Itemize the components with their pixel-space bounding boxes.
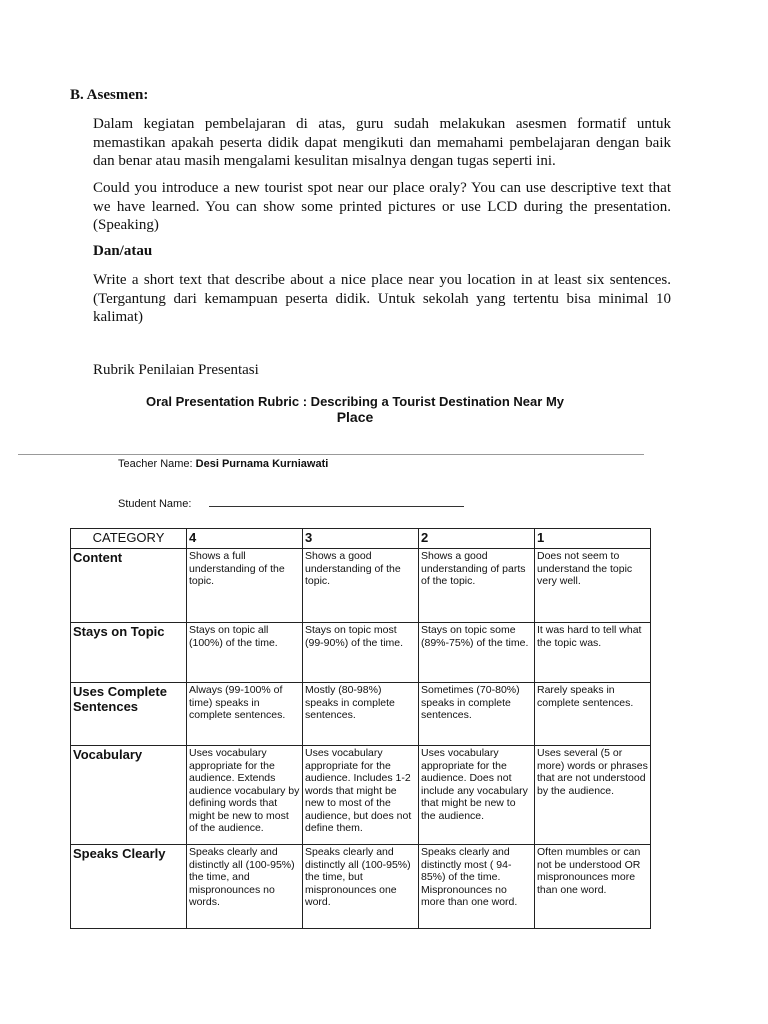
table-cell: Stays on topic some (89%-75%) of the time. <box>419 623 535 683</box>
header-score-4: 4 <box>187 529 303 549</box>
table-cell: Shows a good understanding of the topic. <box>303 549 419 623</box>
row-category: Stays on Topic <box>71 623 187 683</box>
section-heading: B. Asesmen: <box>70 87 149 103</box>
table-cell: Always (99-100% of time) speaks in complete sentences. <box>187 683 303 746</box>
table-row <box>71 845 651 929</box>
table-row <box>71 746 651 845</box>
table-cell: It was hard to tell what the topic was. <box>535 623 651 683</box>
table-cell: Speaks clearly and distinctly all (100-95%) the time, and mispronounces no words. <box>187 845 303 929</box>
table-cell: Speaks clearly and distinctly all (100-95%) the time, but mispronounces one word. <box>303 845 419 929</box>
table-row <box>71 623 651 683</box>
table-cell: Sometimes (70-80%) speaks in complete sentences. <box>419 683 535 746</box>
table-cell: Uses vocabulary appropriate for the audience. Does not include any vocabulary that might be new to the audience. <box>419 746 535 845</box>
table-cell: Speaks clearly and distinctly most ( 94-85%) of the time. Mispronounces no more than one word. <box>419 845 535 929</box>
rubric-intro: Rubrik Penilaian Presentasi <box>93 362 259 378</box>
table-cell: Rarely speaks in complete sentences. <box>535 683 651 746</box>
table-cell: Shows a good understanding of parts of the topic. <box>419 549 535 623</box>
table-cell: Uses vocabulary appropriate for the audience. Extends audience vocabulary by defining words that might be new to most of the audience. <box>187 746 303 845</box>
header-category: CATEGORY <box>71 529 187 549</box>
rubric-title-line1: Oral Presentation Rubric : Describing a Tourist Destination Near My <box>145 394 564 409</box>
table-row <box>71 683 651 746</box>
rubric-table <box>70 528 651 929</box>
table-cell: Uses several (5 or more) words or phrases that are not understood by the audience. <box>535 746 651 845</box>
teacher-name: Desi Purnama Kurniawati <box>195 458 329 470</box>
table-cell: Stays on topic all (100%) of the time. <box>187 623 303 683</box>
table-header-row <box>71 529 651 549</box>
row-category: Speaks Clearly <box>71 845 187 929</box>
table-cell: Often mumbles or can not be understood OR mispronounces more than one word. <box>535 845 651 929</box>
rubric-title-line2: Place <box>336 409 374 425</box>
paragraph-speaking-task: Could you introduce a new tourist spot near our place oraly? You can use descriptive text that we have learned. You can show some printed pictures or use LCD during the presentation. (Speaking) <box>93 180 671 233</box>
table-cell: Uses vocabulary appropriate for the audience. Includes 1-2 words that might be new to most of the audience, but does not define them. <box>303 746 419 845</box>
teacher-name-row <box>118 458 328 470</box>
student-name-row <box>118 495 464 510</box>
paragraph-assessment-intro: Dalam kegiatan pembelajaran di atas, guru sudah melakukan asesmen formatif untuk memastikan apakah peserta didik dapat mengikuti dan memahami pembelajaran dengan baik dan benar atau masih mengalami kesulitan misalnya dengan tugas seperti ini. <box>93 116 671 169</box>
table-row <box>71 549 651 623</box>
header-score-3: 3 <box>303 529 419 549</box>
row-category: Content <box>71 549 187 623</box>
table-cell: Mostly (80-98%) speaks in complete sentences. <box>303 683 419 746</box>
header-score-1: 1 <box>535 529 651 549</box>
table-cell: Does not seem to understand the topic very well. <box>535 549 651 623</box>
dan-atau-label: Dan/atau <box>93 243 153 259</box>
teacher-label: Teacher Name: <box>118 458 196 470</box>
row-category: Vocabulary <box>71 746 187 845</box>
header-score-2: 2 <box>419 529 535 549</box>
student-label: Student Name: <box>118 498 192 510</box>
divider <box>18 454 644 455</box>
rubric-title <box>110 394 600 425</box>
row-category: Uses Complete Sentences <box>71 683 187 746</box>
table-cell: Shows a full understanding of the topic. <box>187 549 303 623</box>
table-cell: Stays on topic most (99-90%) of the time. <box>303 623 419 683</box>
paragraph-writing-task: Write a short text that describe about a nice place near you location in at least six sentences. (Tergantung dari kemampuan peserta didik. Untuk sekolah yang tertentu bisa minimal 10 kalimat) <box>93 272 671 325</box>
student-name-blank <box>209 495 464 507</box>
